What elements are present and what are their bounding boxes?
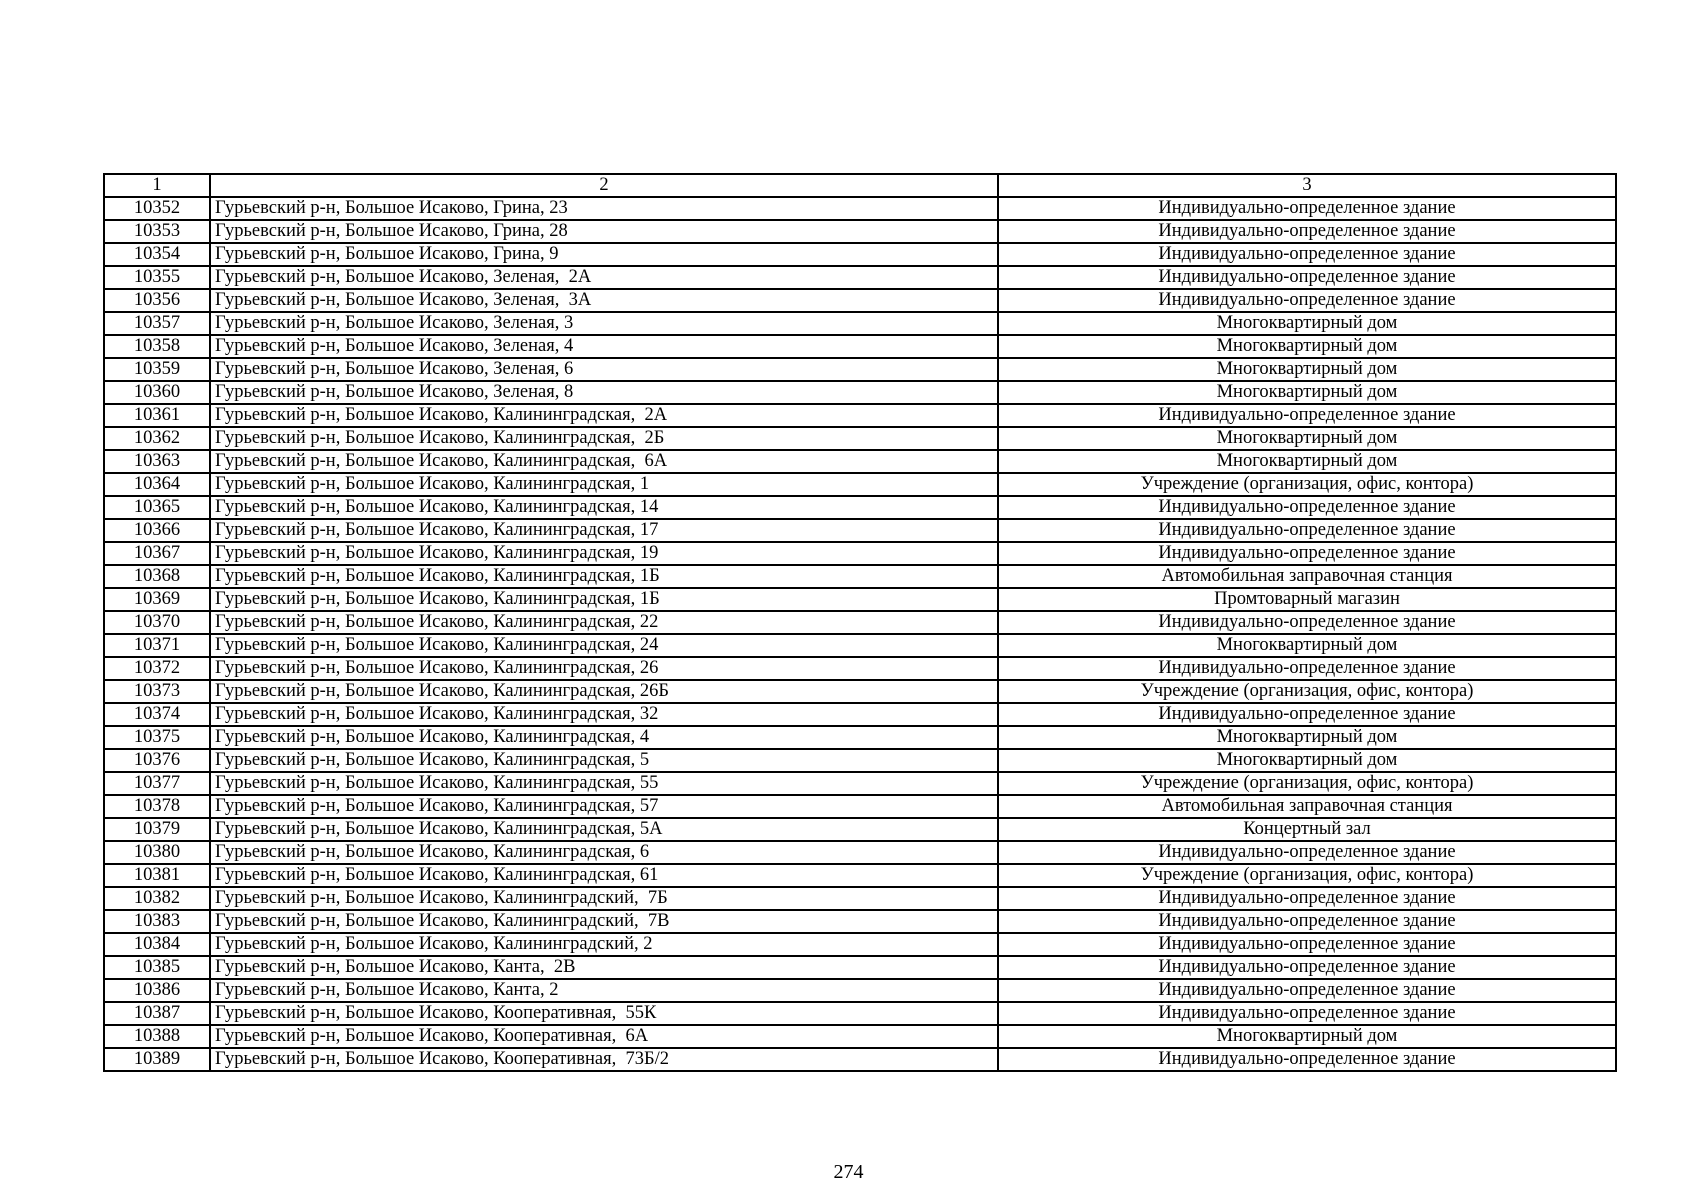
- table-row: [104, 266, 1616, 289]
- object-type-cell: Индивидуально-определенное здание: [998, 197, 1616, 220]
- row-number: 10357: [104, 312, 210, 335]
- row-number: 10370: [104, 611, 210, 634]
- table-row: [104, 818, 1616, 841]
- object-type-cell: Автомобильная заправочная станция: [998, 795, 1616, 818]
- table-row: [104, 772, 1616, 795]
- address-cell: Гурьевский р-н, Большое Исаково, Грина, 9: [210, 243, 998, 266]
- table-row: [104, 427, 1616, 450]
- object-type-cell: Многоквартирный дом: [998, 381, 1616, 404]
- row-number: 10365: [104, 496, 210, 519]
- row-number: 10383: [104, 910, 210, 933]
- object-type-cell: Многоквартирный дом: [998, 427, 1616, 450]
- address-cell: Гурьевский р-н, Большое Исаково, Калининградская, 26: [210, 657, 998, 680]
- address-cell: Гурьевский р-н, Большое Исаково, Калининградская, 4: [210, 726, 998, 749]
- table-row: [104, 243, 1616, 266]
- object-type-cell: Индивидуально-определенное здание: [998, 841, 1616, 864]
- object-type-cell: Многоквартирный дом: [998, 450, 1616, 473]
- row-number: 10379: [104, 818, 210, 841]
- object-type-cell: Индивидуально-определенное здание: [998, 404, 1616, 427]
- object-type-cell: Учреждение (организация, офис, контора): [998, 473, 1616, 496]
- address-cell: Гурьевский р-н, Большое Исаково, Калининградская, 5: [210, 749, 998, 772]
- address-cell: Гурьевский р-н, Большое Исаково, Зеленая, 4: [210, 335, 998, 358]
- row-number: 10359: [104, 358, 210, 381]
- object-type-cell: Многоквартирный дом: [998, 1025, 1616, 1048]
- table-row: [104, 542, 1616, 565]
- address-cell: Гурьевский р-н, Большое Исаково, Калининградская, 2Б: [210, 427, 998, 450]
- row-number: 10371: [104, 634, 210, 657]
- address-cell: Гурьевский р-н, Большое Исаково, Зеленая, 3А: [210, 289, 998, 312]
- table-row: [104, 795, 1616, 818]
- object-type-cell: Индивидуально-определенное здание: [998, 220, 1616, 243]
- address-cell: Гурьевский р-н, Большое Исаково, Калининградский, 7В: [210, 910, 998, 933]
- table-row: [104, 473, 1616, 496]
- object-type-cell: Индивидуально-определенное здание: [998, 542, 1616, 565]
- table-row: [104, 887, 1616, 910]
- table-row: [104, 197, 1616, 220]
- column-header-number: 1: [104, 174, 210, 197]
- address-cell: Гурьевский р-н, Большое Исаково, Калининградская, 55: [210, 772, 998, 795]
- address-cell: Гурьевский р-н, Большое Исаково, Калининградская, 6А: [210, 450, 998, 473]
- address-cell: Гурьевский р-н, Большое Исаково, Калининградская, 2А: [210, 404, 998, 427]
- table-row: [104, 404, 1616, 427]
- row-number: 10375: [104, 726, 210, 749]
- table-row: [104, 611, 1616, 634]
- table-row: [104, 519, 1616, 542]
- row-number: 10382: [104, 887, 210, 910]
- address-cell: Гурьевский р-н, Большое Исаково, Кооперативная, 73Б/2: [210, 1048, 998, 1071]
- row-number: 10387: [104, 1002, 210, 1025]
- row-number: 10380: [104, 841, 210, 864]
- table-row: [104, 358, 1616, 381]
- object-type-cell: Многоквартирный дом: [998, 358, 1616, 381]
- row-number: 10374: [104, 703, 210, 726]
- table-row: [104, 335, 1616, 358]
- address-cell: Гурьевский р-н, Большое Исаково, Кооперативная, 6А: [210, 1025, 998, 1048]
- object-type-cell: Индивидуально-определенное здание: [998, 910, 1616, 933]
- object-type-cell: Индивидуально-определенное здание: [998, 496, 1616, 519]
- address-cell: Гурьевский р-н, Большое Исаково, Калининградская, 26Б: [210, 680, 998, 703]
- address-cell: Гурьевский р-н, Большое Исаково, Калининградская, 1Б: [210, 565, 998, 588]
- row-number: 10353: [104, 220, 210, 243]
- address-cell: Гурьевский р-н, Большое Исаково, Калининградский, 2: [210, 933, 998, 956]
- table-row: [104, 450, 1616, 473]
- address-cell: Гурьевский р-н, Большое Исаково, Калининградская, 32: [210, 703, 998, 726]
- row-number: 10352: [104, 197, 210, 220]
- object-type-cell: Многоквартирный дом: [998, 726, 1616, 749]
- row-number: 10369: [104, 588, 210, 611]
- object-type-cell: Концертный зал: [998, 818, 1616, 841]
- object-type-cell: Индивидуально-определенное здание: [998, 289, 1616, 312]
- table-row: [104, 979, 1616, 1002]
- object-type-cell: Учреждение (организация, офис, контора): [998, 864, 1616, 887]
- table-row: [104, 381, 1616, 404]
- table-row: [104, 933, 1616, 956]
- row-number: 10355: [104, 266, 210, 289]
- address-cell: Гурьевский р-н, Большое Исаково, Зеленая, 6: [210, 358, 998, 381]
- object-type-cell: Индивидуально-определенное здание: [998, 1048, 1616, 1071]
- table-row: [104, 565, 1616, 588]
- address-cell: Гурьевский р-н, Большое Исаково, Калининградская, 61: [210, 864, 998, 887]
- row-number: 10385: [104, 956, 210, 979]
- object-type-cell: Автомобильная заправочная станция: [998, 565, 1616, 588]
- table-header-row: [104, 174, 1616, 197]
- column-header-object-type: 3: [998, 174, 1616, 197]
- row-number: 10381: [104, 864, 210, 887]
- row-number: 10361: [104, 404, 210, 427]
- object-type-cell: Индивидуально-определенное здание: [998, 266, 1616, 289]
- row-number: 10372: [104, 657, 210, 680]
- table-row: [104, 1002, 1616, 1025]
- object-type-cell: Учреждение (организация, офис, контора): [998, 772, 1616, 795]
- table-row: [104, 496, 1616, 519]
- row-number: 10373: [104, 680, 210, 703]
- table-row: [104, 749, 1616, 772]
- address-cell: Гурьевский р-н, Большое Исаково, Калининградская, 57: [210, 795, 998, 818]
- row-number: 10362: [104, 427, 210, 450]
- table-row: [104, 1048, 1616, 1071]
- table-row: [104, 588, 1616, 611]
- table-row: [104, 726, 1616, 749]
- column-header-address: 2: [210, 174, 998, 197]
- object-type-cell: Промтоварный магазин: [998, 588, 1616, 611]
- object-type-cell: Индивидуально-определенное здание: [998, 243, 1616, 266]
- row-number: 10367: [104, 542, 210, 565]
- object-type-cell: Индивидуально-определенное здание: [998, 887, 1616, 910]
- row-number: 10377: [104, 772, 210, 795]
- table-row: [104, 312, 1616, 335]
- address-cell: Гурьевский р-н, Большое Исаково, Калининградская, 6: [210, 841, 998, 864]
- row-number: 10388: [104, 1025, 210, 1048]
- row-number: 10358: [104, 335, 210, 358]
- row-number: 10354: [104, 243, 210, 266]
- object-type-cell: Индивидуально-определенное здание: [998, 1002, 1616, 1025]
- address-cell: Гурьевский р-н, Большое Исаково, Зеленая, 3: [210, 312, 998, 335]
- row-number: 10366: [104, 519, 210, 542]
- address-cell: Гурьевский р-н, Большое Исаково, Калининградская, 1: [210, 473, 998, 496]
- table-row: [104, 703, 1616, 726]
- address-cell: Гурьевский р-н, Большое Исаково, Калининградская, 1Б: [210, 588, 998, 611]
- object-type-cell: Многоквартирный дом: [998, 749, 1616, 772]
- table-row: [104, 841, 1616, 864]
- address-cell: Гурьевский р-н, Большое Исаково, Зеленая, 8: [210, 381, 998, 404]
- object-type-cell: Индивидуально-определенное здание: [998, 979, 1616, 1002]
- row-number: 10384: [104, 933, 210, 956]
- object-type-cell: Индивидуально-определенное здание: [998, 657, 1616, 680]
- object-type-cell: Многоквартирный дом: [998, 634, 1616, 657]
- row-number: 10389: [104, 1048, 210, 1071]
- address-cell: Гурьевский р-н, Большое Исаково, Кооперативная, 55К: [210, 1002, 998, 1025]
- table-body: [104, 197, 1616, 1071]
- address-cell: Гурьевский р-н, Большое Исаково, Грина, 28: [210, 220, 998, 243]
- address-cell: Гурьевский р-н, Большое Исаково, Калининградская, 17: [210, 519, 998, 542]
- table-row: [104, 956, 1616, 979]
- address-cell: Гурьевский р-н, Большое Исаково, Калининградский, 7Б: [210, 887, 998, 910]
- row-number: 10386: [104, 979, 210, 1002]
- address-cell: Гурьевский р-н, Большое Исаково, Канта, 2: [210, 979, 998, 1002]
- registry-table: [103, 173, 1617, 1072]
- row-number: 10364: [104, 473, 210, 496]
- row-number: 10378: [104, 795, 210, 818]
- table-row: [104, 634, 1616, 657]
- address-cell: Гурьевский р-н, Большое Исаково, Зеленая, 2А: [210, 266, 998, 289]
- table-row: [104, 1025, 1616, 1048]
- row-number: 10360: [104, 381, 210, 404]
- row-number: 10356: [104, 289, 210, 312]
- row-number: 10376: [104, 749, 210, 772]
- table-row: [104, 220, 1616, 243]
- object-type-cell: Индивидуально-определенное здание: [998, 703, 1616, 726]
- address-cell: Гурьевский р-н, Большое Исаково, Грина, 23: [210, 197, 998, 220]
- address-cell: Гурьевский р-н, Большое Исаково, Калининградская, 22: [210, 611, 998, 634]
- table-row: [104, 864, 1616, 887]
- object-type-cell: Многоквартирный дом: [998, 335, 1616, 358]
- address-cell: Гурьевский р-н, Большое Исаково, Калининградская, 5А: [210, 818, 998, 841]
- object-type-cell: Индивидуально-определенное здание: [998, 519, 1616, 542]
- table-row: [104, 289, 1616, 312]
- address-cell: Гурьевский р-н, Большое Исаково, Калининградская, 14: [210, 496, 998, 519]
- row-number: 10363: [104, 450, 210, 473]
- table-row: [104, 680, 1616, 703]
- object-type-cell: Индивидуально-определенное здание: [998, 611, 1616, 634]
- address-cell: Гурьевский р-н, Большое Исаково, Канта, 2В: [210, 956, 998, 979]
- object-type-cell: Индивидуально-определенное здание: [998, 933, 1616, 956]
- row-number: 10368: [104, 565, 210, 588]
- page-number: 274: [833, 1161, 864, 1183]
- address-cell: Гурьевский р-н, Большое Исаково, Калининградская, 19: [210, 542, 998, 565]
- table-row: [104, 910, 1616, 933]
- object-type-cell: Индивидуально-определенное здание: [998, 956, 1616, 979]
- object-type-cell: Учреждение (организация, офис, контора): [998, 680, 1616, 703]
- address-cell: Гурьевский р-н, Большое Исаково, Калининградская, 24: [210, 634, 998, 657]
- table-row: [104, 657, 1616, 680]
- object-type-cell: Многоквартирный дом: [998, 312, 1616, 335]
